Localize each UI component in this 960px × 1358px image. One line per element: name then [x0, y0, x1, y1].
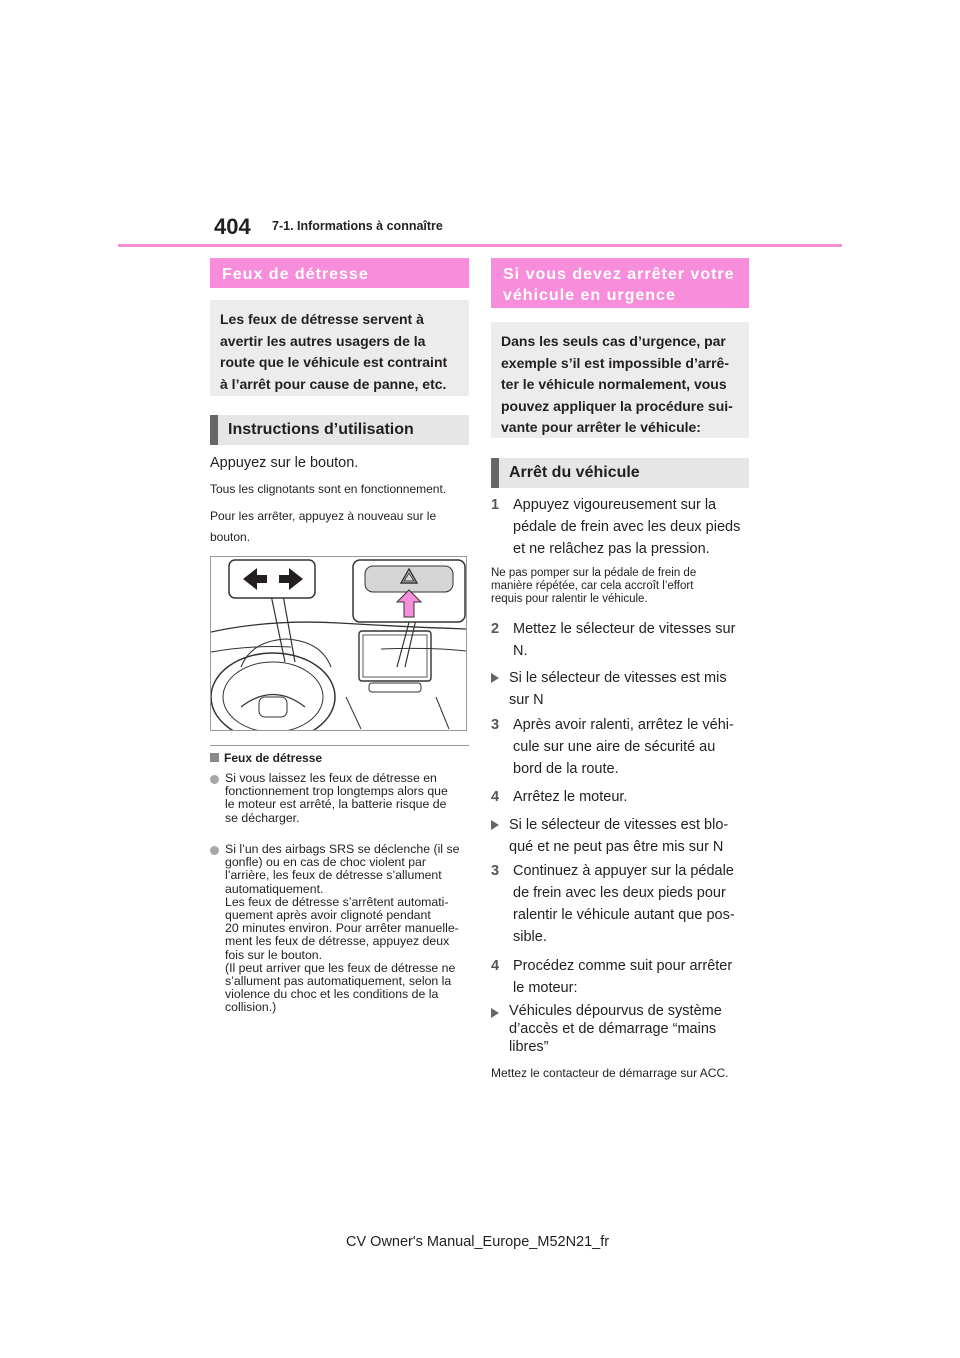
note-bullet-battery [210, 772, 472, 825]
step-line: Procédez comme suit pour arrêter [513, 958, 733, 974]
step-number: 4 [491, 789, 500, 805]
arrow-bullet-icon [491, 1008, 499, 1018]
bullet-line: violence du choc et les conditions de la [225, 987, 439, 1002]
bullet-line: Si vous laissez les feux de détresse en [225, 771, 437, 785]
condition-locked [491, 814, 753, 858]
bullet-dot-icon [210, 775, 219, 784]
step-line: cule sur une aire de sécurité au [513, 739, 716, 755]
section-title-text: Feux de détresse [222, 266, 369, 283]
bullet-line: ment les feux de détresse, appuyez deux [225, 934, 450, 949]
step-1 [491, 494, 753, 560]
intro-line: exemple s’il est impossible d’arrê- [501, 354, 729, 371]
condition-line: Si le sélecteur de vitesses est blo- [509, 817, 729, 833]
subheading-instructions [210, 415, 469, 445]
step-line: le moteur: [513, 980, 578, 996]
arrow-bullet-icon [491, 820, 499, 830]
step-4 [491, 786, 753, 808]
step-line: N. [513, 643, 528, 659]
bullet-line: gonfle) ou en cas de choc violent par [225, 855, 426, 870]
intro-line: ter le véhicule normalement, vous [501, 376, 727, 392]
bullet-line: collision.) [225, 1000, 277, 1015]
notes-divider [210, 745, 469, 746]
intro-line: vante pour arrêter le véhicule: [501, 419, 701, 435]
step-line: bord de la route. [513, 761, 619, 777]
step-number: 1 [491, 497, 500, 513]
condition-neutral [491, 667, 753, 711]
arrow-bullet-icon [491, 673, 499, 683]
condition-no-smart-key [491, 1002, 753, 1056]
dashboard-illustration [210, 556, 467, 731]
intro-line: à l’arrêt pour cause de panne, etc. [220, 375, 447, 392]
intro-line: Les feux de détresse servent à [220, 311, 424, 327]
intro-line: avertir les autres usagers de la [220, 332, 426, 349]
condition-line: libres” [509, 1039, 549, 1055]
subheading-stop-vehicle [491, 458, 749, 488]
step-number: 3 [491, 863, 500, 879]
notes-title [210, 751, 322, 765]
condition-line: Si le sélecteur de vitesses est mis [509, 670, 727, 686]
note-line: manière répétée, car cela accroît l’effort [491, 580, 694, 592]
step-number: 2 [491, 621, 500, 637]
note-all-signals: Tous les clignotants sont en fonctionnement. [210, 482, 447, 496]
step-line: de frein avec les deux pieds pour [513, 885, 726, 901]
bullet-line: le moteur est arrêté, la batterie risque de [225, 797, 447, 812]
step-line: ralentir le véhicule autant que pos- [513, 907, 735, 923]
step-line: et ne relâchez pas la pression. [513, 541, 710, 557]
header-rule [118, 244, 842, 247]
instruction-text: Appuyez sur le bouton. [210, 455, 359, 471]
condition-line: Véhicules dépourvus de système [509, 1003, 722, 1019]
intro-line: pouvez appliquer la procédure sui- [501, 397, 733, 414]
subheading-text: Instructions d’utilisation [228, 421, 414, 438]
bullet-line: l’arrière, les feux de détresse s’allument [225, 868, 442, 883]
bullet-line: se décharger. [225, 810, 300, 825]
note-bullet-airbags [210, 843, 472, 1015]
dashboard-drawing [211, 557, 466, 730]
step-4b [491, 955, 753, 999]
page-number: 404 [214, 214, 251, 239]
condition-line: sur N [509, 692, 544, 708]
note-line: Pour les arrêter, appuyez à nouveau sur le [210, 509, 437, 523]
footer-document-id: CV Owner's Manual_Europe_M52N21_fr [346, 1234, 610, 1250]
bullet-line: (Il peut arriver que les feux de détresse ne [225, 960, 456, 975]
intro-line: Dans les seuls cas d’urgence, par [501, 333, 726, 349]
step-3b [491, 860, 753, 948]
step-1-note [491, 567, 696, 606]
step-3 [491, 714, 753, 780]
step-number: 3 [491, 717, 500, 733]
step-line: pédale de frein avec les deux pieds [513, 519, 741, 535]
intro-line: route que le véhicule est contraint [220, 354, 448, 370]
step-line: Mettez le sélecteur de vitesses sur [513, 621, 736, 637]
bullet-line: Les feux de détresse s’arrêtent automati- [225, 894, 449, 909]
step-line: Continuez à appuyer sur la pédale [513, 863, 734, 879]
bullet-line: fois sur le bouton. [225, 947, 323, 962]
section-title-line: véhicule en urgence [503, 287, 676, 304]
step-line: sible. [513, 929, 547, 945]
note-stop [210, 506, 436, 548]
step-number: 4 [491, 958, 500, 974]
bullet-line: 20 minutes environ. Pour arrêter manuelle- [225, 921, 459, 936]
note-line: Ne pas pomper sur la pédale de frein de [491, 567, 697, 579]
section-title-line: Si vous devez arrêter votre [503, 266, 735, 283]
note-line: requis pour ralentir le véhicule. [491, 593, 648, 605]
condition-line: d’accès et de démarrage “mains [509, 1021, 717, 1037]
section-title-emergency [491, 258, 749, 308]
step-line: Après avoir ralenti, arrêtez le véhi- [513, 717, 734, 733]
step-line: Appuyez vigoureusement sur la [513, 497, 717, 513]
notes-title-text: Feux de détresse [224, 751, 323, 765]
section-reference: 7-1. Informations à connaître [272, 219, 443, 233]
intro-box-emergency [491, 322, 749, 438]
condition-line: qué et ne peut pas être mis sur N [509, 839, 724, 855]
square-bullet-icon [210, 753, 219, 762]
step-2 [491, 618, 753, 662]
subheading-text: Arrêt du véhicule [509, 464, 640, 481]
bullet-line: Si l’un des airbags SRS se déclenche (il se [225, 842, 460, 856]
bullet-line: s’allument pas automatiquement, selon la [225, 974, 452, 989]
bullet-dot-icon [210, 846, 219, 855]
bullet-line: quement après avoir clignoté pendant [225, 908, 431, 923]
section-title-hazard [210, 258, 469, 288]
note-line: bouton. [210, 530, 251, 544]
intro-box-hazard [210, 300, 469, 396]
bullet-line: fonctionnement trop longtemps alors que [225, 784, 448, 799]
final-note: Mettez le contacteur de démarrage sur ACC. [491, 1066, 729, 1080]
bullet-line: automatiquement. [225, 881, 324, 896]
step-line: Arrêtez le moteur. [513, 789, 628, 805]
